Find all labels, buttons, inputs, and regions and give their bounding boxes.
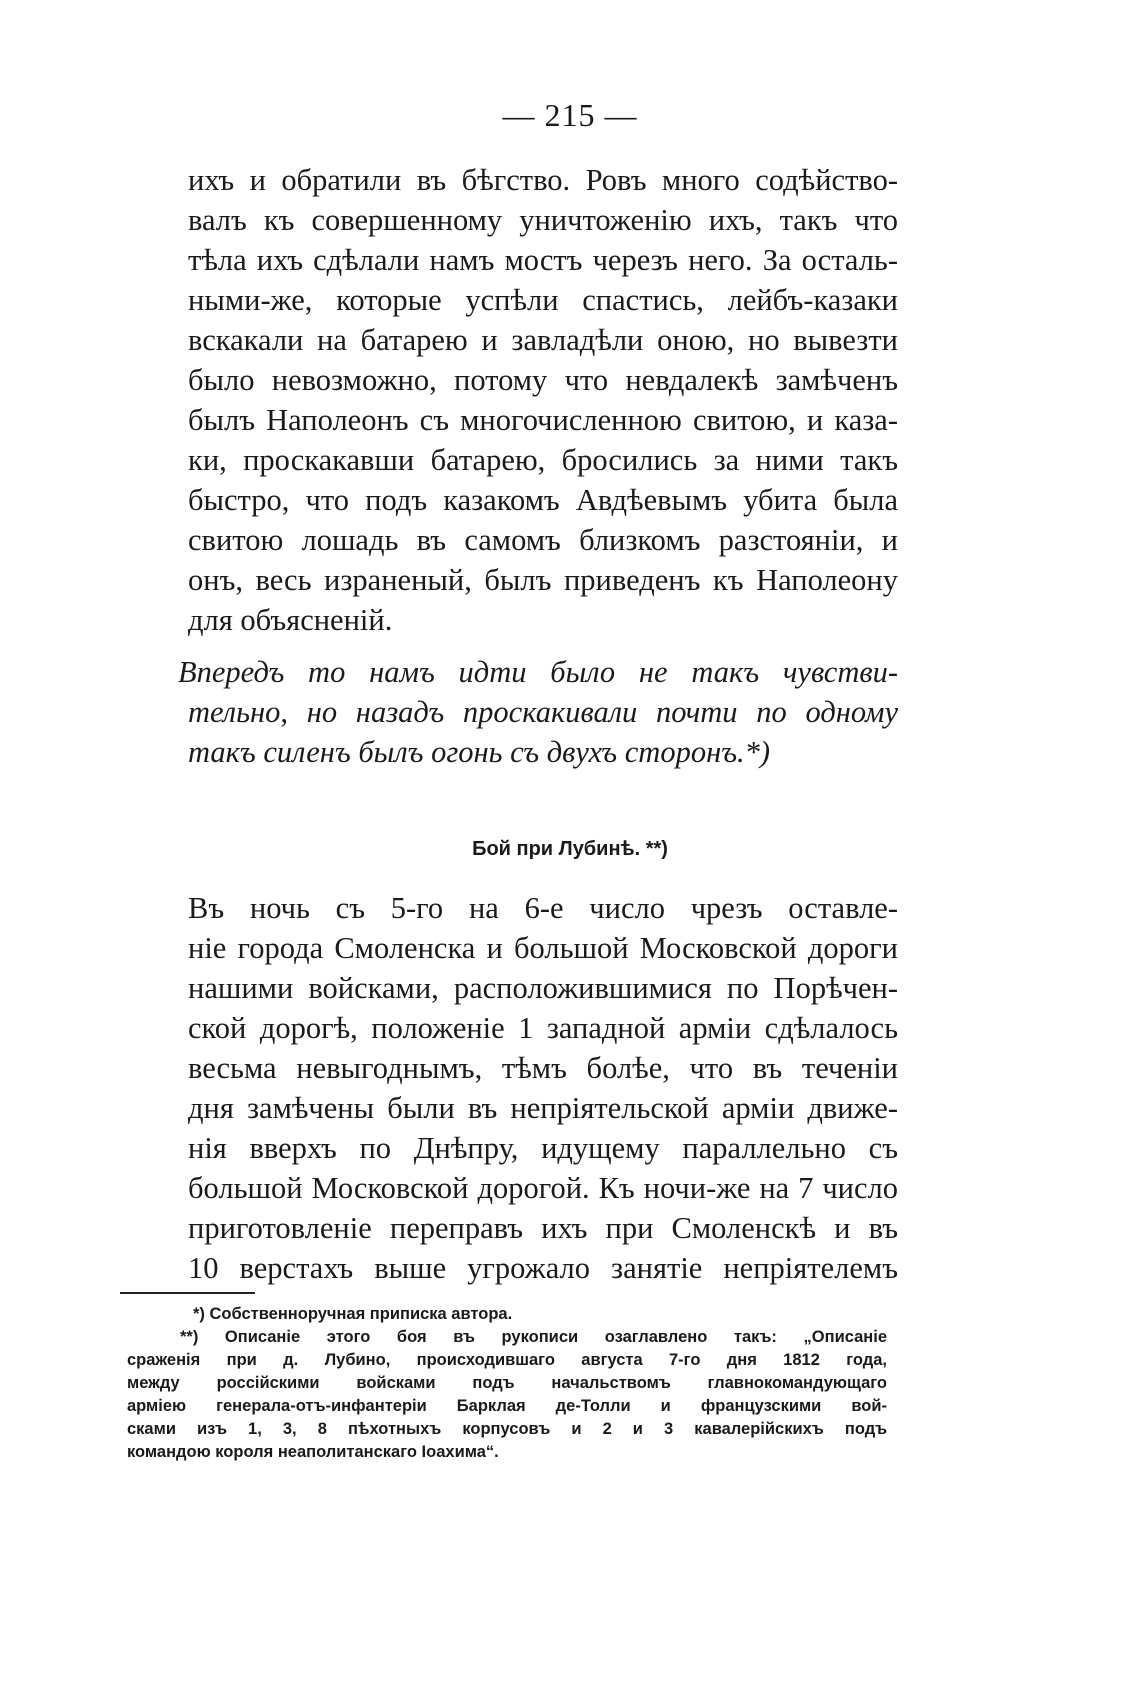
text-line: тѣла ихъ сдѣлали намъ мостъ черезъ него. За осталь- [188, 243, 898, 277]
text-line: Впередъ то намъ идти было не такъ чувстви- [178, 655, 898, 689]
text-line: быстро, что подъ казакомъ Авдѣевымъ убита была [188, 483, 898, 517]
text-line: нія вверхъ по Днѣпру, идущему параллельно съ [188, 1131, 898, 1165]
text-line: тельно, но назадъ проскакивали почти по одному [188, 695, 898, 729]
footnote-line: сраженія при д. Лубино, происходившаго августа 7-го дня 1812 года, [127, 1351, 887, 1369]
footnote-line: **) Описаніе этого боя въ рукописи озаглавлено такъ: „Описаніе [180, 1328, 887, 1346]
footnote-line: между россійскими войсками подъ начальствомъ главнокомандующаго [127, 1374, 887, 1392]
text-line: свитою лошадь въ самомъ близкомъ разстояніи, и [188, 523, 898, 557]
text-line: ными-же, которые успѣли спастись, лейбъ-казаки [188, 283, 898, 317]
page-number: — 215 — [502, 97, 638, 133]
text-line: ки, проскакавши батарею, бросились за ними такъ [188, 443, 898, 477]
text-line: былъ Наполеонъ съ многочисленною свитою, и каза- [188, 403, 898, 437]
footnote-line: сками изъ 1, 3, 8 пѣхотныхъ корпусовъ и 2 и 3 кавалерійскихъ подъ [127, 1420, 887, 1438]
text-line: такъ силенъ былъ огонь съ двухъ сторонъ.*) [188, 735, 771, 769]
text-line: весьма невыгоднымъ, тѣмъ болѣе, что въ теченіи [188, 1051, 898, 1085]
text-line: большой Московской дорогой. Къ ночи-же на 7 число [188, 1171, 898, 1205]
text-line: Въ ночь съ 5-го на 6-е число чрезъ оставле- [188, 891, 898, 925]
footnote-line: командою короля неаполитанскаго Іоахима“. [127, 1443, 499, 1461]
text-line: для объясненій. [188, 603, 393, 637]
footnote-line: арміею генерала-отъ-инфантеріи Барклая де-Толли и французскими вой- [127, 1397, 887, 1415]
text-line: вскакали на батарею и завладѣли оною, но вывезти [188, 323, 898, 357]
text-line: нашими войсками, расположившимися по Порѣчен- [188, 971, 898, 1005]
footnote-line: *) Собственноручная приписка автора. [193, 1305, 513, 1323]
text-line: ніе города Смоленска и большой Московской дороги [188, 931, 898, 965]
text-line: дня замѣчены были въ непріятельской арміи движе- [188, 1091, 898, 1125]
text-line: было невозможно, потому что невдалекѣ замѣченъ [188, 363, 898, 397]
text-line: приготовленіе переправъ ихъ при Смоленскѣ и въ [188, 1211, 898, 1245]
text-line: валъ къ совершенному уничтоженію ихъ, такъ что [188, 203, 898, 237]
paragraph-1 [188, 160, 898, 640]
text-line: ской дорогѣ, положеніе 1 западной арміи сдѣлалось [188, 1011, 898, 1045]
footnote-divider [120, 1292, 255, 1294]
section-heading: Бой при Лубинѣ. **) [472, 838, 668, 860]
text-line: ихъ и обратили въ бѣгство. Ровъ много содѣйство- [188, 163, 898, 197]
paragraph-2 [188, 888, 898, 1288]
italic-paragraph [178, 652, 898, 772]
footnotes [127, 1303, 887, 1464]
text-line: онъ, весь израненый, былъ приведенъ къ Наполеону [188, 563, 898, 597]
text-line: 10 верстахъ выше угрожало занятіе непріятелемъ [188, 1251, 898, 1285]
